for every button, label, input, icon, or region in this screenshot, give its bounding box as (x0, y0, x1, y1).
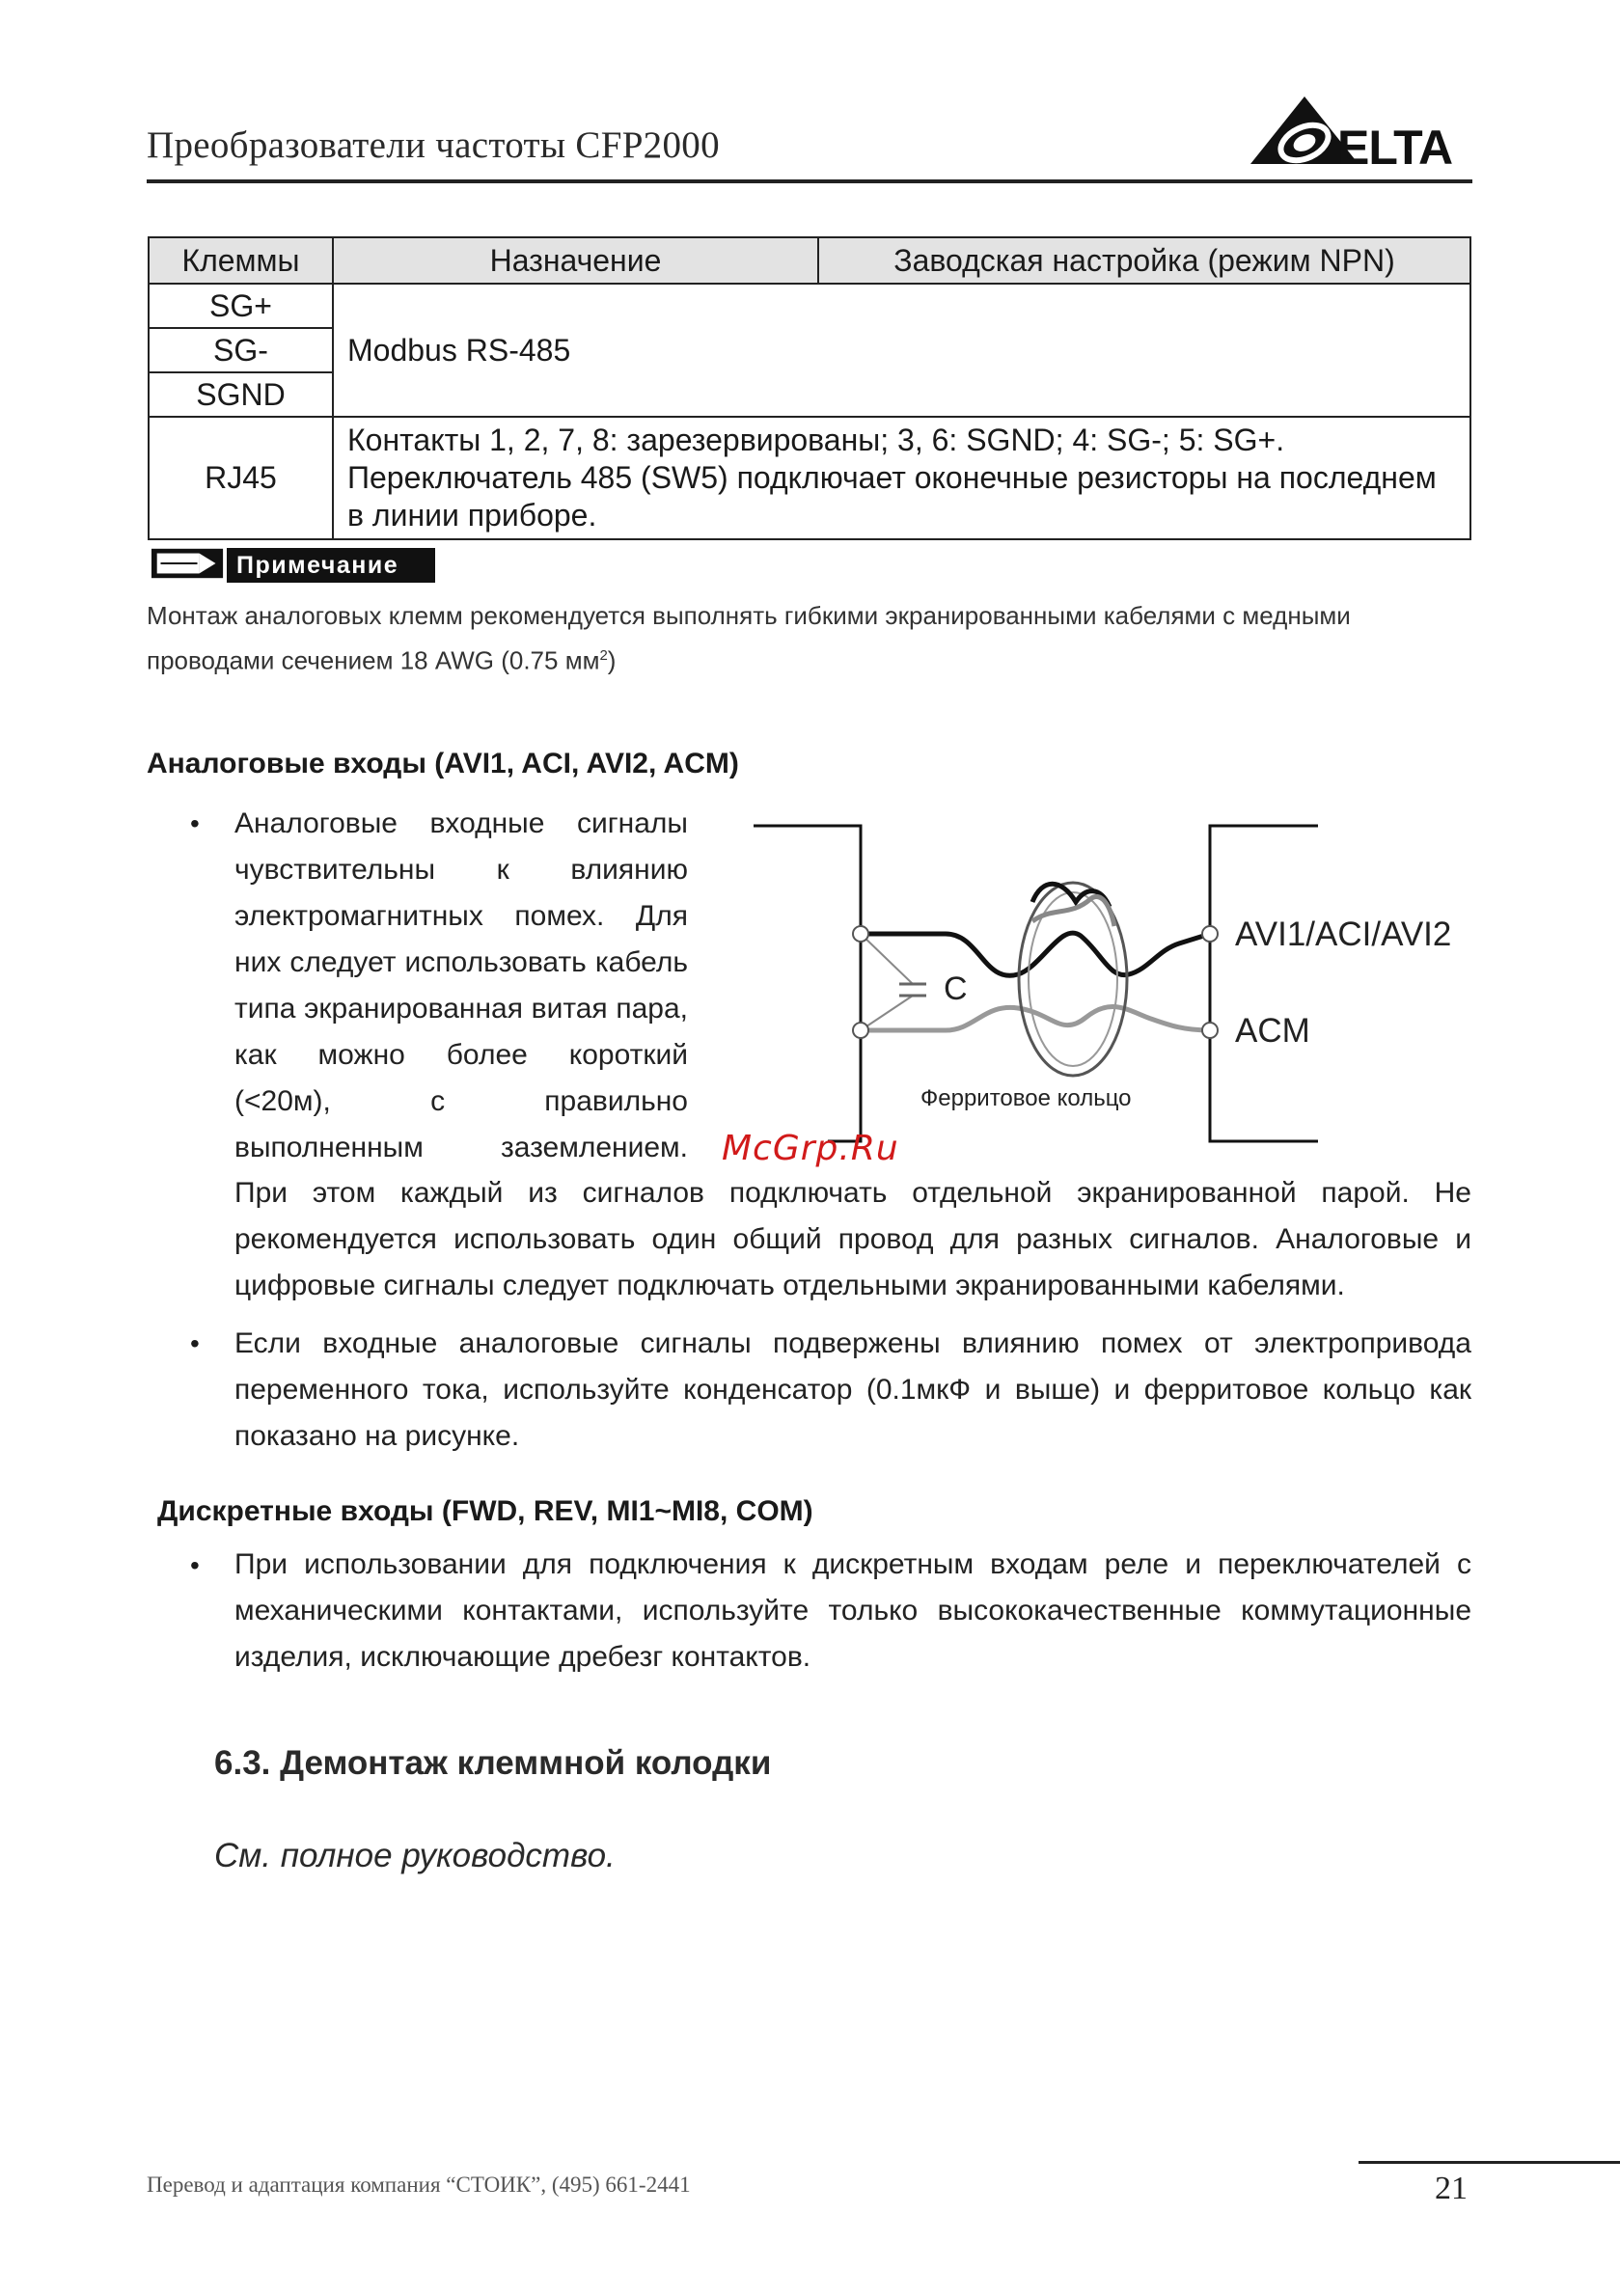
table-row (149, 417, 1470, 539)
analog-bullet-1-text: Аналоговые входные сигналы чувствительны к влиянию электромагнитных помех. Для них следует использовать кабель типа экранированная витая пара, как можно более короткий (<20м), с правильно выполненным заземлением. (234, 807, 688, 1163)
note-icon (148, 545, 229, 582)
bullet-3-dot: • (190, 1550, 200, 1580)
header-purpose: Назначение (333, 237, 818, 284)
left-terminal-top (853, 926, 868, 942)
left-bracket (754, 826, 861, 1141)
capacitor-label: C (944, 970, 968, 1007)
analog-bullet-2-text: Если входные аналоговые сигналы подвержены влиянию помех от электропривода переменного тока, используйте конденсатор (0.1мкФ и выше) и ферритовое кольцо как показано на рисунке. (234, 1327, 1471, 1452)
footer-rule (1359, 2161, 1620, 2164)
ferrite-ring-wiring-diagram (743, 810, 1486, 1158)
digital-bullet-1-text: При использовании для подключения к дискретным входам реле и переключателей с механическими контактами, используйте только высококачественные коммутационные изделия, исключающие дребезг контактов. (234, 1548, 1471, 1673)
capacitor-icon (899, 984, 926, 996)
cell-rj45: RJ45 (149, 417, 333, 539)
acm-label: ACM (1235, 1012, 1310, 1050)
acm-terminal (1202, 1023, 1218, 1038)
table-header-row (149, 237, 1470, 284)
document-title: Преобразователи частоты CFP2000 (147, 124, 720, 166)
analog-bullet-1-continued: При этом каждый из сигналов подключать отдельной экранированной парой. Не рекомендуется использовать один общий провод для разных сигналов. Аналоговые и цифровые сигналы следует подключать отдельными экранированными кабелями. (234, 1177, 1471, 1301)
cell-modbus: Modbus RS-485 (333, 284, 1470, 417)
cell-sg-minus: SG- (149, 328, 333, 372)
header-terminals: Клеммы (149, 237, 333, 284)
note-text (147, 596, 1478, 681)
section-6-3-text: См. полное руководство. (214, 1837, 616, 1874)
avi-terminal (1202, 926, 1218, 942)
avi-label: AVI1/ACI/AVI2 (1235, 916, 1452, 953)
cell-sgnd: SGND (149, 372, 333, 417)
signal-wire (861, 933, 1210, 975)
cell-sg-plus: SG+ (149, 284, 333, 328)
svg-text:ELTA: ELTA (1337, 121, 1453, 170)
bullet-2-dot: • (190, 1328, 200, 1358)
watermark: McGrp.Ru (722, 1129, 899, 1168)
note-superscript: 2 (599, 647, 608, 664)
ferrite-ring-label: Ферритовое кольцо (920, 1085, 1132, 1111)
analog-inputs-heading: Аналоговые входы (AVI1, ACI, AVI2, ACM) (147, 748, 739, 779)
section-6-3-heading: 6.3. Демонтаж клеммной колодки (214, 1744, 772, 1782)
note-label: Примечание (227, 548, 435, 583)
note-text-main: Монтаж аналоговых клемм рекомендуется выполнять гибкими экранированными кабелями с медными проводами сечением 18 AWG (0.75 мм (147, 601, 1351, 675)
delta-logo (1245, 93, 1476, 170)
header-rule (147, 179, 1472, 183)
header-factory-setting: Заводская настройка (режим NPN) (818, 237, 1470, 284)
left-terminal-bottom (853, 1023, 868, 1038)
digital-inputs-heading: Дискретные входы (FWD, REV, MI1~MI8, COM) (157, 1495, 813, 1527)
table-row (149, 284, 1470, 328)
page-number: 21 (1435, 2171, 1468, 2206)
footer-credits: Перевод и адаптация компания “СТОИК”, (495) 661-2441 (147, 2173, 691, 2197)
bullet-1-dot: • (190, 808, 200, 838)
right-bracket (1210, 826, 1318, 1141)
terminals-table (148, 236, 1471, 540)
note-text-end: ) (607, 645, 617, 675)
cell-rj45-description: Контакты 1, 2, 7, 8: зарезервированы; 3, 6: SGND; 4: SG-; 5: SG+. Переключатель 485 (SW5) подключает оконечные резисторы на последнем в линии приборе. (333, 417, 1470, 539)
